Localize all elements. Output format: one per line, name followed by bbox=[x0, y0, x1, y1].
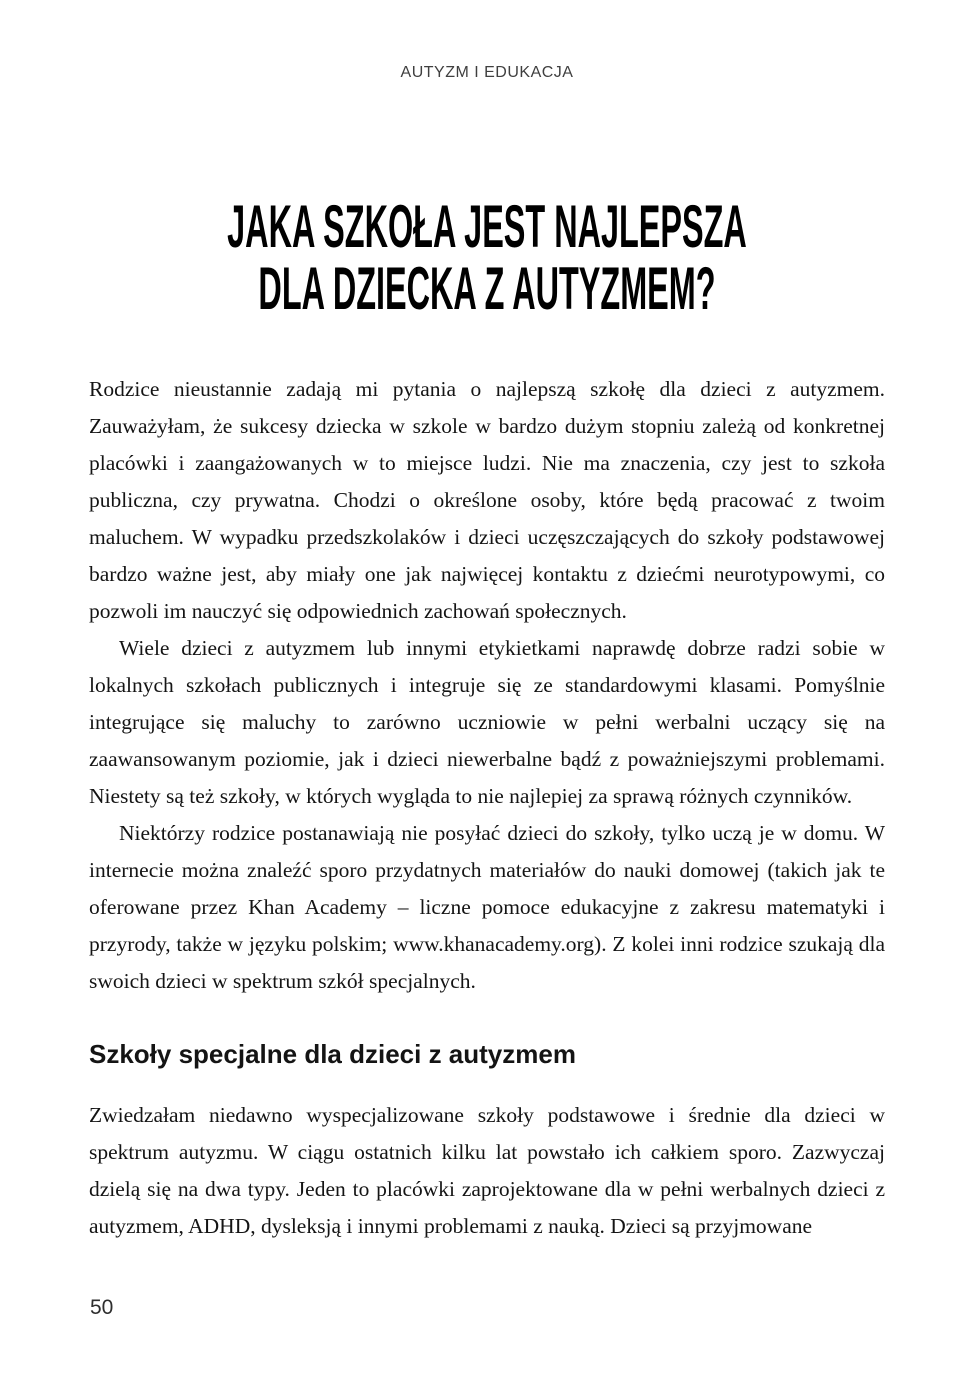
body-text bbox=[89, 371, 885, 1245]
paragraph-3: Niektórzy rodzice postanawiają nie posyłać dzieci do szkoły, tylko uczą je w domu. W internecie można znaleźć sporo przydatnych materiałów do nauki domowej (takich jak te oferowane przez Khan Academy – liczne pomoce edukacyjne z zakresu matematyki i przyrody, także w języku polskim; www.khanacademy.org). Z kolei inni rodzice szukają dla swoich dzieci w spektrum szkół specjalnych. bbox=[89, 821, 885, 993]
paragraph-4: Zwiedzałam niedawno wyspecjalizowane szkoły podstawowe i średnie dla dzieci w spektrum autyzmu. W ciągu ostatnich kilku lat powstało ich całkiem sporo. Zazwyczaj dzielą się na dwa typy. Jeden to placówki zaprojektowane dla w pełni werbalnych dzieci z autyzmem, ADHD, dysleksją i innymi problemami z nauką. Dzieci są przyjmowane bbox=[89, 1103, 885, 1238]
running-head: AUTYZM I EDUKACJA bbox=[400, 64, 574, 81]
chapter-title bbox=[0, 193, 974, 322]
chapter-title-line-2: DLA DZIECKA Z AUTYZMEM? bbox=[258, 255, 716, 322]
paragraph-1: Rodzice nieustannie zadają mi pytania o najlepszą szkołę dla dzieci z autyzmem. Zauważyłam, że sukcesy dziecka w szkole w bardzo dużym stopniu zależą od konkretnej placówki i zaangażowanych w to miejsce ludzi. Nie ma znaczenia, czy jest to szkoła publiczna, czy prywatna. Chodzi o określone osoby, które będą pracować z twoim maluchem. W wypadku przedszkolaków i dzieci uczęszczających do szkoły podstawowej bardzo ważne jest, aby miały one jak najwięcej kontaktu z dziećmi neurotypowymi, co pozwoli im nauczyć się odpowiednich zachowań społecznych. bbox=[89, 377, 885, 623]
section-subheading: Szkoły specjalne dla dzieci z autyzmem bbox=[89, 1039, 576, 1069]
paragraph-2: Wiele dzieci z autyzmem lub innymi etykietkami naprawdę dobrze radzi sobie w lokalnych szkołach publicznych i integruje się ze standardowymi klasami. Pomyślnie integrujące się maluchy to zarówno uczniowie w pełni werbalni uczący się na zaawansowanym poziomie, jak i dzieci niewerbalne bądź z poważniejszymi problemami. Niestety są też szkoły, w których wygląda to nie najlepiej za sprawą różnych czynników. bbox=[89, 636, 885, 808]
page-number: 50 bbox=[90, 1296, 114, 1319]
chapter-title-line-1: JAKA SZKOŁA JEST NAJLEPSZA bbox=[227, 193, 747, 260]
